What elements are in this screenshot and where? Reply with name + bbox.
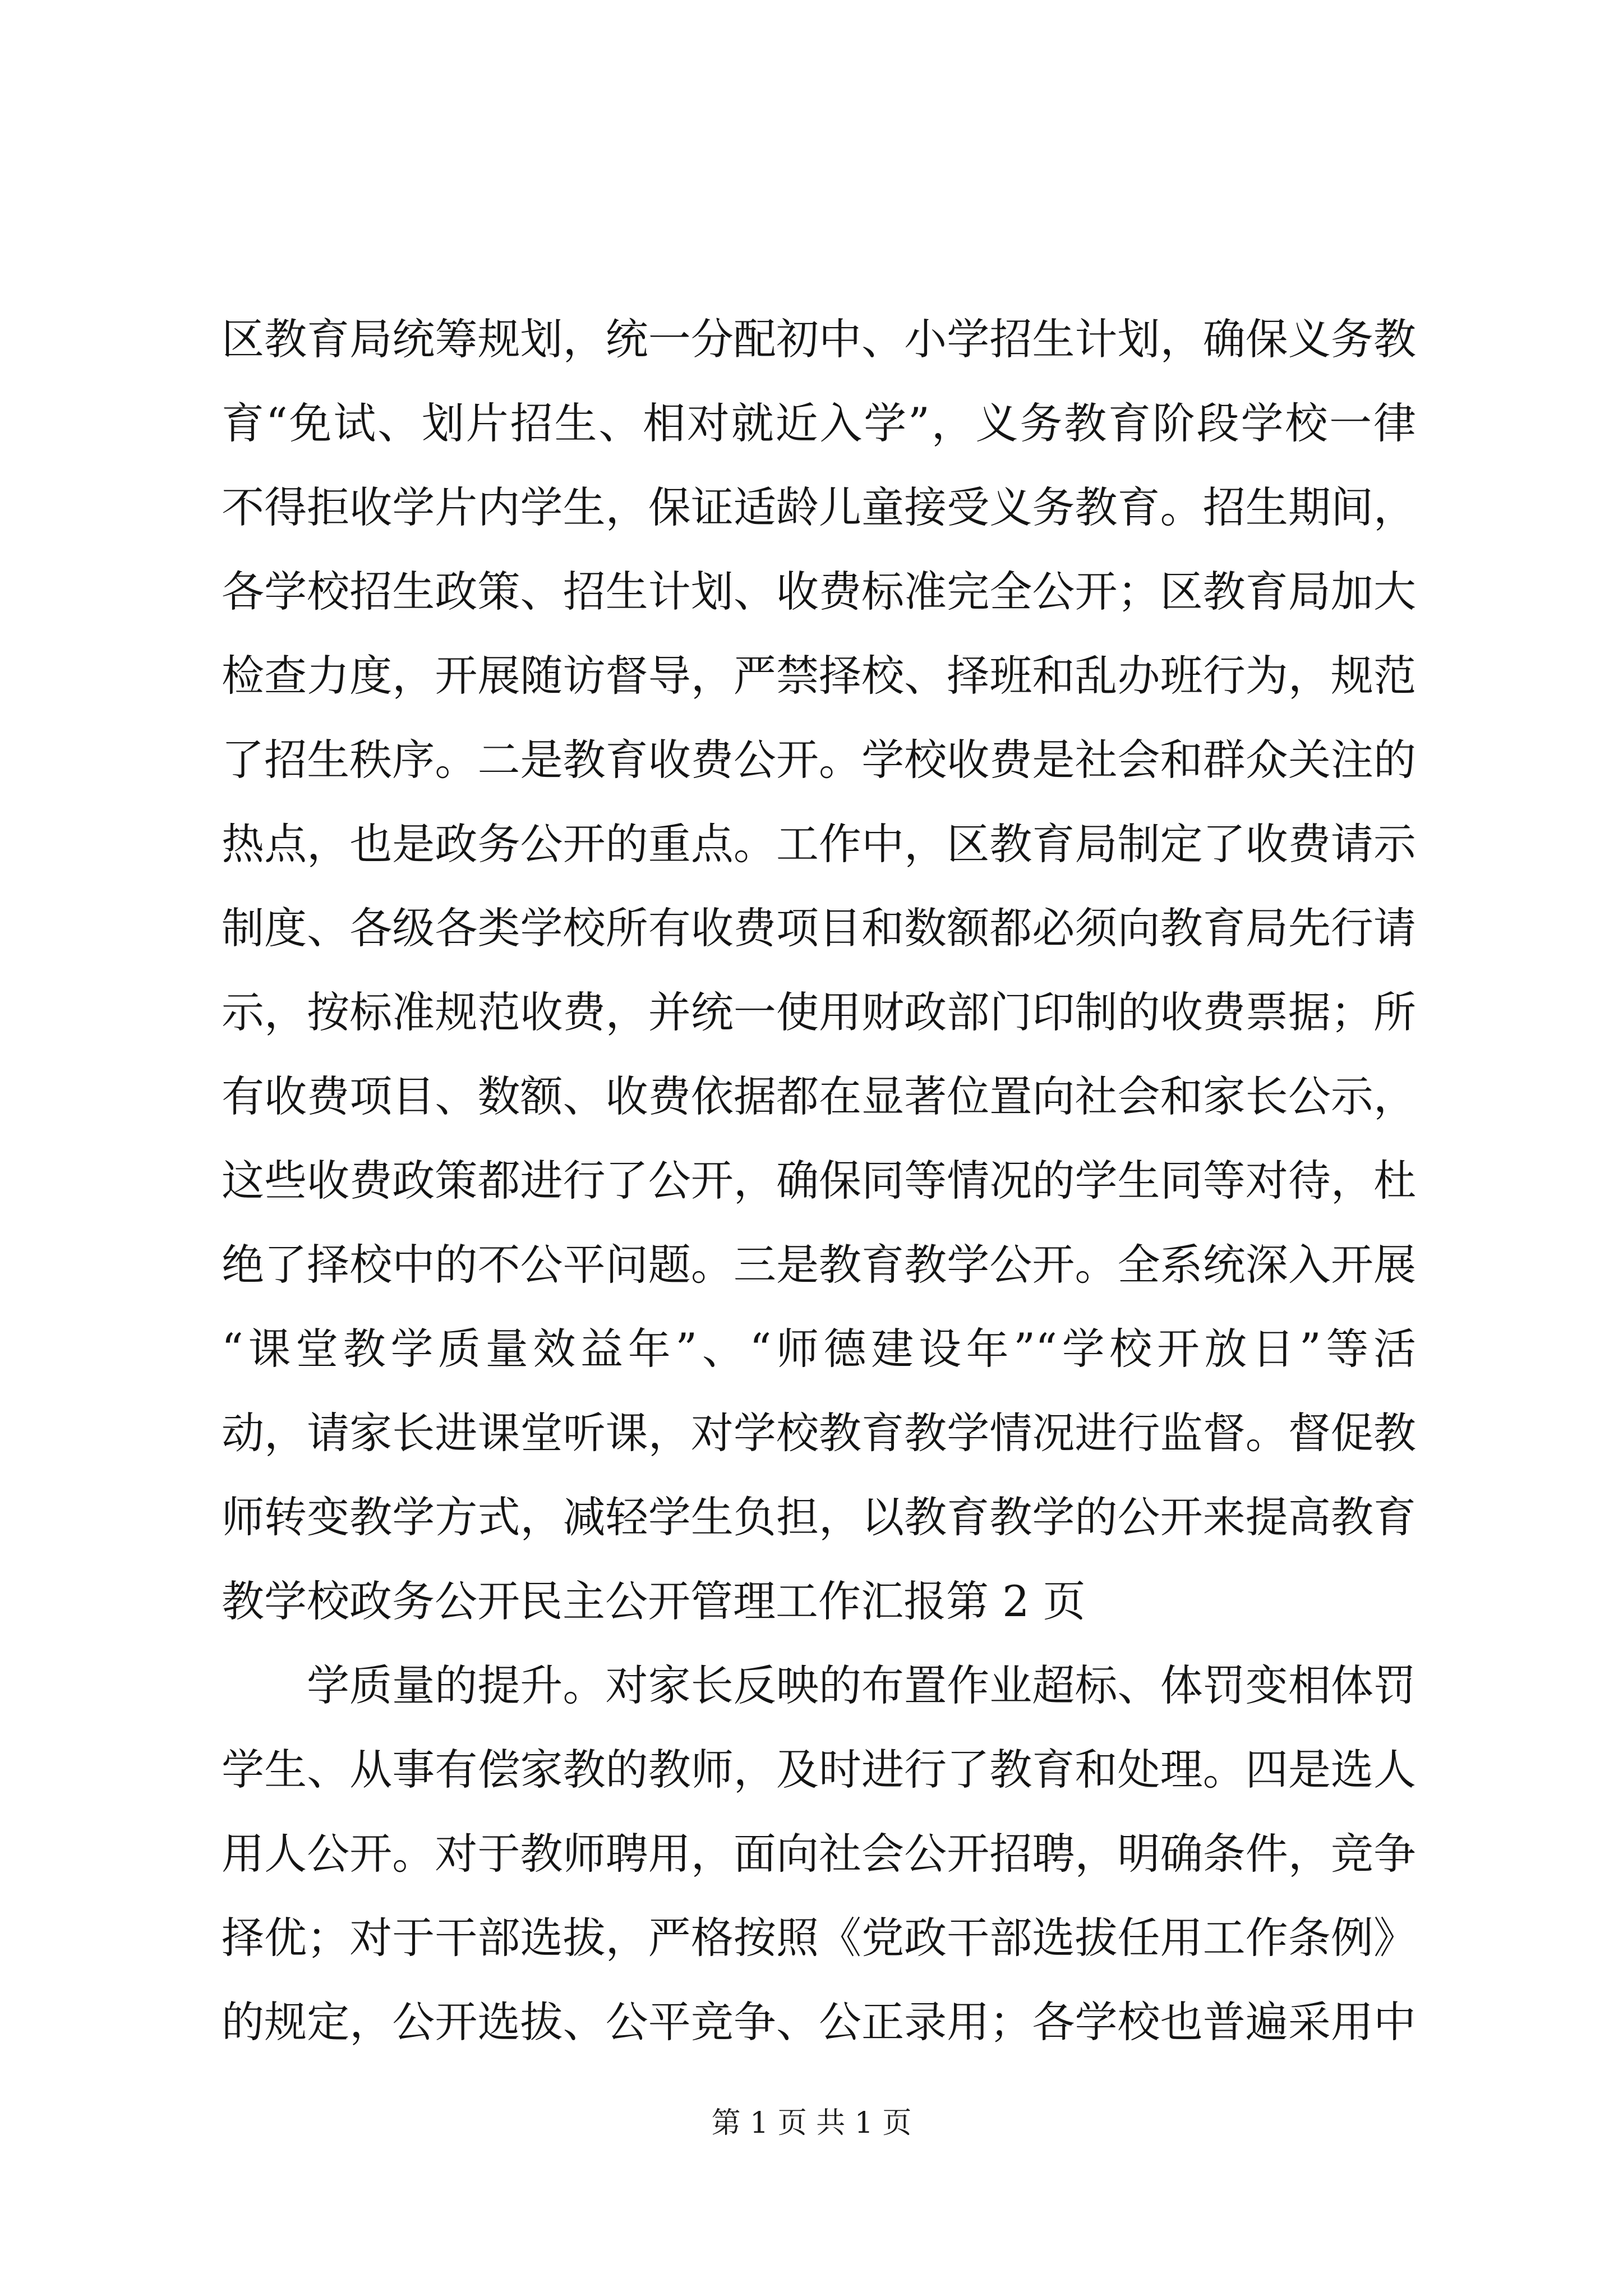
text-line: 动，请家长进课堂听课，对学校教育教学情况进行监督。督促教 — [222, 1408, 1416, 1458]
text-line: 了招生秩序。二是教育收费公开。学校收费是社会和群众关注的 — [222, 735, 1416, 785]
text-line: 检查力度，开展随访督导，严禁择校、择班和乱办班行为，规范 — [222, 651, 1416, 701]
text-line: 示，按标准规范收费，并统一使用财政部门印制的收费票据；所 — [222, 987, 1416, 1037]
text-line: 有收费项目、数额、收费依据都在显著位置向社会和家长公示， — [222, 1071, 1416, 1121]
text-line: 制度、各级各类学校所有收费项目和数额都必须向教育局先行请 — [222, 903, 1416, 953]
text-line: 择优；对于干部选拔，严格按照《党政干部选拔任用工作条例》 — [222, 1913, 1416, 1963]
page-number-label: 第 1 页 共 1 页 — [711, 2106, 912, 2140]
text-line: 师转变教学方式，减轻学生负担，以教育教学的公开来提高教育 — [222, 1492, 1416, 1542]
text-line: 的规定，公开选拔、公平竞争、公正录用；各学校也普遍采用中 — [222, 1997, 1416, 2047]
text-line: 学质量的提升。对家长反映的布置作业超标、体罚变相体罚 — [307, 1660, 1416, 1710]
text-line: 不得拒收学片内学生，保证适龄儿童接受义务教育。招生期间， — [222, 482, 1416, 532]
text-line: 育“免试、划片招生、相对就近入学”，义务教育阶段学校一律 — [222, 398, 1416, 448]
text-line: 用人公开。对于教师聘用，面向社会公开招聘，明确条件，竞争 — [222, 1829, 1416, 1879]
text-line: 教学校政务公开民主公开管理工作汇报第 2 页 — [222, 1576, 1086, 1626]
text-line: 绝了择校中的不公平问题。三是教育教学公开。全系统深入开展 — [222, 1240, 1416, 1290]
text-line: 区教育局统筹规划，统一分配初中、小学招生计划，确保义务教 — [222, 314, 1416, 364]
text-line: 学生、从事有偿家教的教师，及时进行了教育和处理。四是选人 — [222, 1745, 1416, 1795]
page-footer — [0, 2104, 1623, 2143]
body-text — [222, 297, 1416, 2064]
text-line: “课堂教学质量效益年”、“师德建设年”“学校开放日”等活 — [222, 1324, 1416, 1374]
text-line: 各学校招生政策、招生计划、收费标准完全公开；区教育局加大 — [222, 567, 1416, 616]
text-line: 热点，也是政务公开的重点。工作中，区教育局制定了收费请示 — [222, 819, 1416, 869]
text-line: 这些收费政策都进行了公开，确保同等情况的学生同等对待，杜 — [222, 1156, 1416, 1205]
